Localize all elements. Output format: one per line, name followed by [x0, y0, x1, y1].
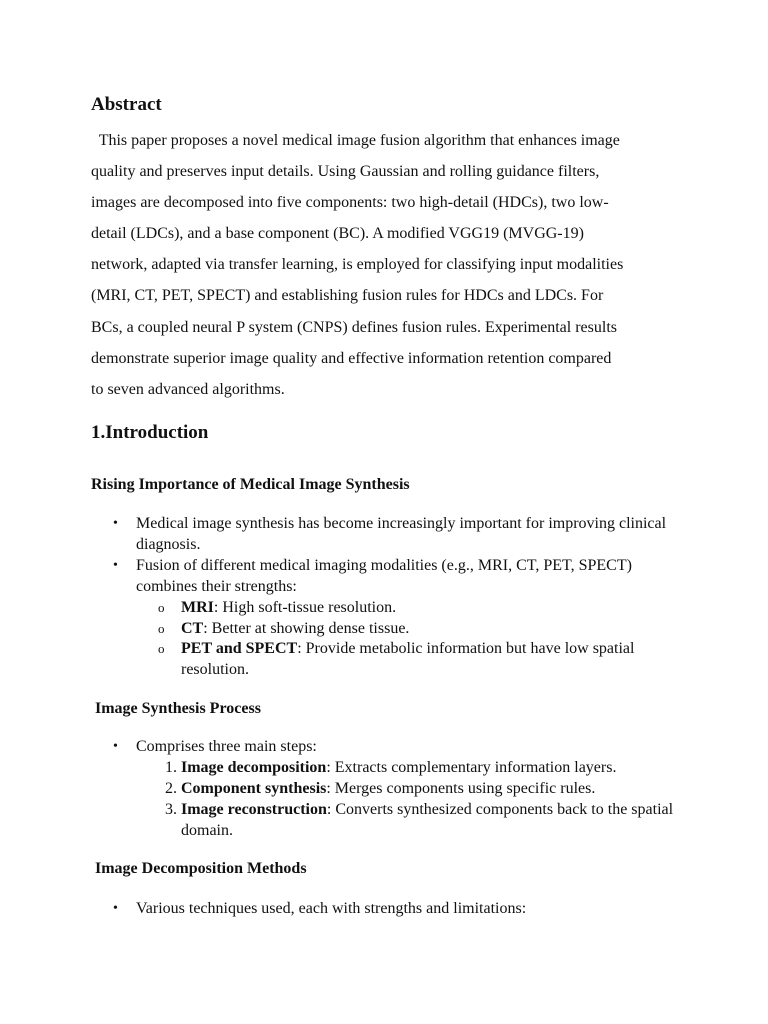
term-description: : Provide metabolic information but have low spatial resolution. [181, 640, 635, 679]
term-description: : Extracts complementary information layers. [326, 758, 617, 776]
term: Image reconstruction [181, 800, 327, 818]
sub-bullet-mark: o [158, 620, 165, 636]
list-item-text: Comprises three main steps: [136, 738, 317, 755]
section3-list [91, 899, 696, 920]
bullet-mark: • [113, 901, 118, 916]
numbered-list-item [91, 800, 701, 842]
numbered-list-item [91, 758, 701, 779]
abstract-line: This paper proposes a novel medical image fusion algorithm that enhances image [91, 132, 620, 149]
abstract-line: network, adapted via transfer learning, is employed for classifying input modalities [91, 256, 624, 274]
term-description: : Merges components using specific rules. [326, 779, 596, 797]
step-number: 3. [165, 800, 177, 818]
introduction-heading: 1.Introduction [91, 422, 209, 443]
section-title-image-synthesis-process: Image Synthesis Process [95, 700, 261, 717]
sub-bullet-mark: o [158, 599, 165, 615]
bullet-mark: • [113, 557, 118, 573]
abstract-line: images are decomposed into five components: two high-detail (HDCs), two low- [91, 194, 609, 212]
step-number: 2. [165, 779, 177, 797]
list-item [91, 514, 696, 556]
section1-list [91, 514, 701, 681]
sub-list-item [91, 598, 701, 619]
list-item [91, 899, 696, 920]
bullet-mark: • [113, 516, 118, 531]
term-description: : Better at showing dense tissue. [203, 619, 410, 637]
section-title-medical-image-synthesis: Rising Importance of Medical Image Synthesis [91, 476, 410, 493]
term: Image decomposition [181, 758, 327, 776]
abstract-line: detail (LDCs), and a base component (BC). A modified VGG19 (MVGG-19) [91, 225, 584, 243]
abstract-heading: Abstract [91, 94, 162, 115]
section2-list [91, 737, 701, 842]
term-description: : Converts synthesized components back to the spatial domain. [181, 800, 674, 839]
term: Component synthesis [181, 779, 327, 797]
bullet-mark: • [113, 739, 118, 754]
list-item-text: Medical image synthesis has become increasingly important for improving clinical diagnosis. [136, 515, 667, 553]
sub-bullet-mark: o [158, 641, 165, 657]
sub-list-item [91, 639, 701, 681]
term: MRI [181, 598, 214, 616]
sub-list-item [91, 619, 701, 640]
term: CT [181, 619, 204, 637]
numbered-list-item [91, 779, 701, 800]
abstract-line: demonstrate superior image quality and effective information retention compared [91, 349, 612, 367]
section-title-image-decomposition-methods: Image Decomposition Methods [95, 860, 307, 877]
list-item-text: Fusion of different medical imaging modalities (e.g., MRI, CT, PET, SPECT) combines their strengths: [136, 556, 632, 595]
step-number: 1. [165, 758, 177, 776]
list-item [91, 737, 696, 758]
term: PET and SPECT [181, 640, 298, 658]
list-item [91, 556, 696, 598]
abstract-line: BCs, a coupled neural P system (CNPS) defines fusion rules. Experimental results [91, 318, 617, 336]
list-item-text: Various techniques used, each with strengths and limitations: [136, 900, 527, 917]
abstract-paragraph [91, 125, 691, 405]
abstract-line: (MRI, CT, PET, SPECT) and establishing fusion rules for HDCs and LDCs. For [91, 287, 604, 305]
abstract-line: to seven advanced algorithms. [91, 380, 285, 398]
term-description: : High soft-tissue resolution. [213, 598, 397, 616]
abstract-line: quality and preserves input details. Using Gaussian and rolling guidance filters, [91, 163, 600, 181]
